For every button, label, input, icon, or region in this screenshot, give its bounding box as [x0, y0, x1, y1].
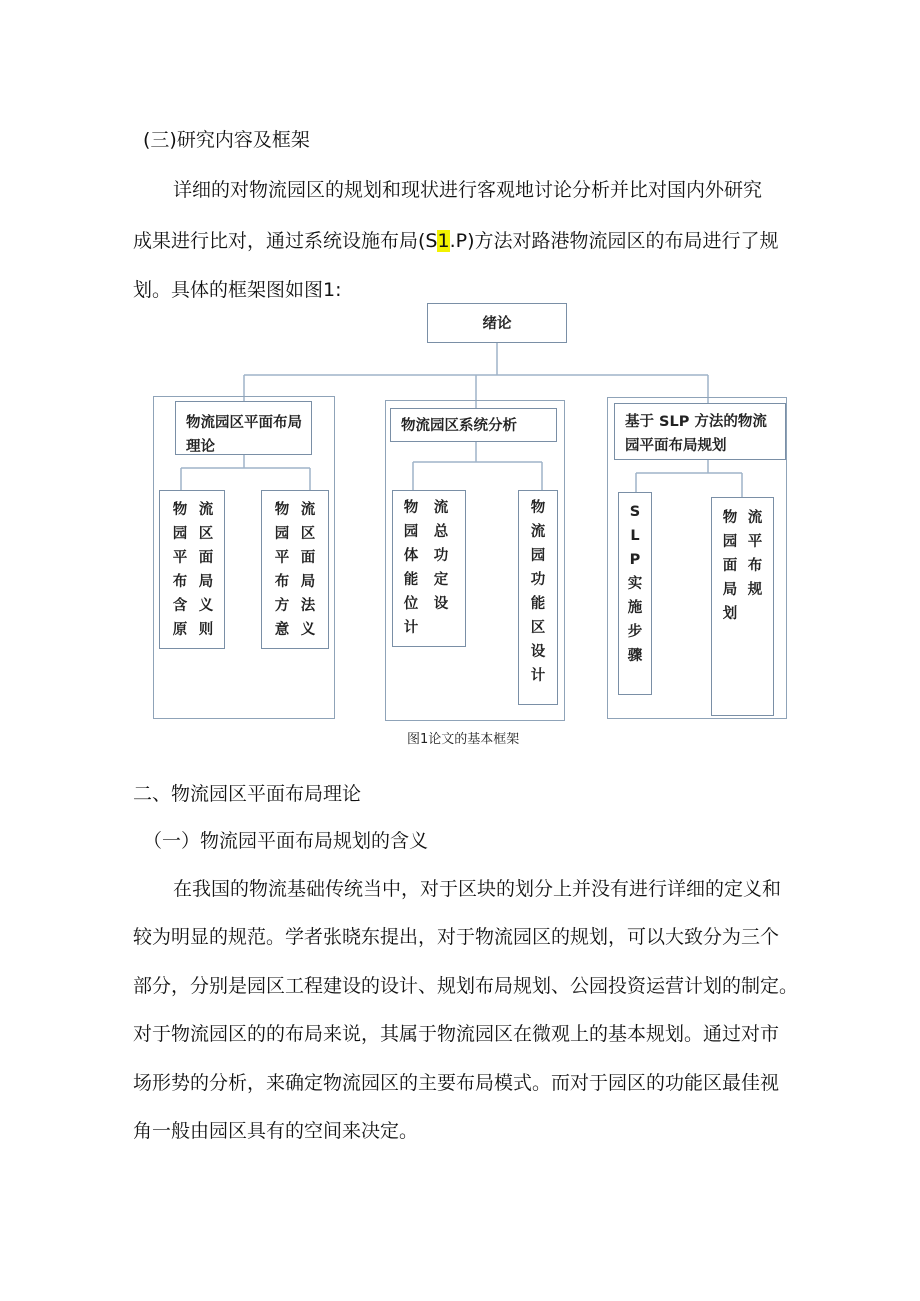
leaf-text-column: 物园平布方意 [274, 502, 290, 638]
paragraph-line: 在我国的物流基础传统当中，对于区块的划分上并没有进行详细的定义和 [173, 878, 782, 900]
leaf-node [518, 490, 558, 705]
subsection-heading: （一）物流园平面布局规划的含义 [143, 830, 429, 852]
figure-caption: 图1论文的基本框架 [407, 732, 520, 747]
group-title-box [390, 408, 557, 442]
text-segment: 成果进行比对，通过系统设施布局(S [133, 230, 438, 252]
group-title-box [175, 401, 312, 455]
highlighted-text: 1 [437, 230, 450, 252]
section-heading: (三)研究内容及框架 [143, 129, 310, 151]
paragraph-line: 对于物流园区的的布局来说，其属于物流园区在微观上的基本规划。通过对市 [133, 1023, 780, 1045]
section-heading: 二、物流园区平面布局理论 [133, 783, 362, 805]
leaf-node [711, 497, 774, 716]
leaf-text-column: SLP实施步骤 [627, 504, 643, 664]
leaf-text-column: 物园面局划 [722, 510, 738, 622]
root-node [427, 303, 567, 343]
group-title: 基于 SLP 方法的物流 [625, 414, 767, 430]
paragraph-line: 场形势的分析，来确定物流园区的主要布局模式。而对于园区的功能区最佳视 [133, 1072, 780, 1094]
group-title: 园平面布局规划 [625, 438, 727, 454]
paragraph-line: 划。具体的框架图如图1: [133, 279, 342, 301]
leaf-text-column: 流区面局义则 [198, 502, 214, 638]
group-title: 物流园区平面布局理论 [186, 415, 302, 455]
group-title-box [614, 403, 786, 460]
paragraph-line: 部分，分别是园区工程建设的设计、规划布局规划、公园投资运营计划的制定。 [133, 975, 799, 997]
leaf-text-column: 物园平布含原 [172, 502, 188, 638]
group-title: 物流园区系统分析 [401, 418, 517, 434]
leaf-text-column: 流平布规 [747, 510, 763, 598]
leaf-node [618, 492, 652, 695]
root-node-label: 绪论 [482, 316, 512, 332]
paragraph-line: 详细的对物流园区的规划和现状进行客观地讨论分析并比对国内外研究 [173, 179, 763, 201]
leaf-node [392, 490, 466, 647]
leaf-text-column: 物园体能位计 [403, 500, 419, 636]
leaf-node [261, 490, 329, 649]
leaf-text-column: 流总功定设 [433, 500, 449, 612]
leaf-text-column: 物流园功能区设计 [530, 500, 546, 684]
paragraph-line: 角一般由园区具有的空间来决定。 [133, 1120, 419, 1142]
paragraph-line: 较为明显的规范。学者张晓东提出，对于物流园区的规划，可以大致分为三个 [133, 926, 780, 948]
text-segment: .P)方法对路港物流园区的布局进行了规 [449, 230, 779, 252]
leaf-text-column: 流区面局法义 [300, 502, 316, 638]
leaf-node [159, 490, 225, 649]
